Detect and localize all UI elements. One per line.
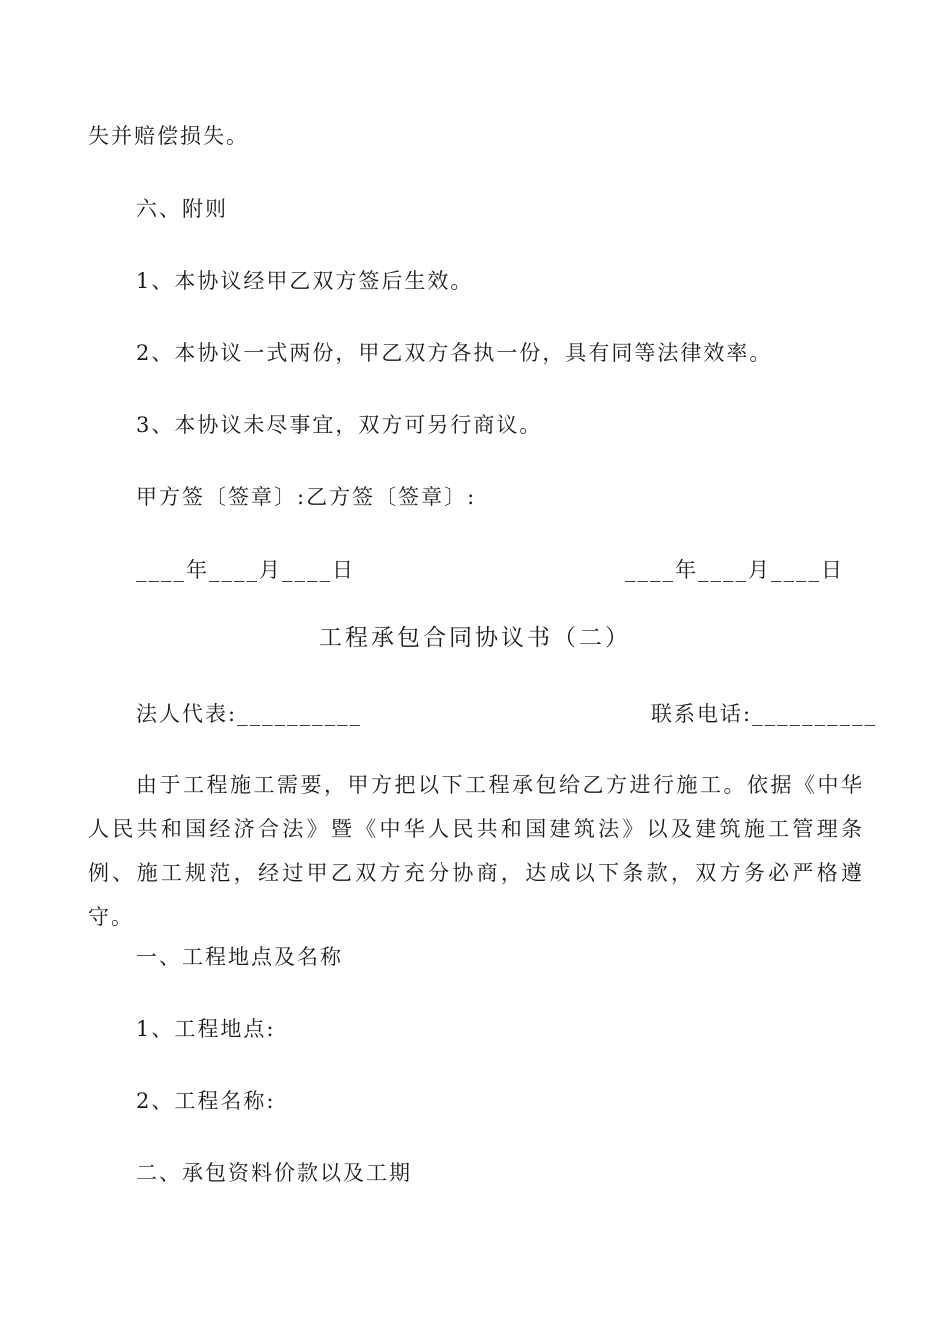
section-heading-price-schedule: 二、承包资料价款以及工期 — [136, 1161, 412, 1185]
text-line-loss-compensation: 失并赔偿损失。 — [88, 124, 249, 148]
clause-2: 2、本协议一式两份，甲乙双方各执一份，具有同等法律效率。 — [136, 341, 773, 365]
contact-phone-field: 联系电话:__________ — [651, 702, 878, 726]
date-left: ____年____月____日 — [136, 558, 355, 582]
project-location-field: 1、工程地点: — [136, 1017, 276, 1041]
section-heading-appendix: 六、附则 — [136, 197, 228, 221]
clause-1: 1、本协议经甲乙双方签后生效。 — [136, 269, 474, 293]
section-heading-location-name: 一、工程地点及名称 — [136, 945, 343, 969]
date-right: ____年____月____日 — [625, 558, 844, 582]
intro-paragraph: 由于工程施工需要，甲方把以下工程承包给乙方进行施工。依据《中华人民共和国经济合法》暨《中华人民共和国建筑法》以及建筑施工管理条例、施工规范，经过甲乙双方充分协商，达成以下条款，双方务必严格遵守。 — [88, 773, 864, 929]
signature-line: 甲方签〔签章〕:乙方签〔签章〕: — [136, 485, 477, 509]
legal-representative-field: 法人代表:__________ — [136, 702, 363, 726]
document-title: 工程承包合同协议书（二） — [319, 625, 631, 651]
clause-3: 3、本协议未尽事宜，双方可另行商议。 — [136, 413, 543, 437]
project-name-field: 2、工程名称: — [136, 1089, 276, 1113]
